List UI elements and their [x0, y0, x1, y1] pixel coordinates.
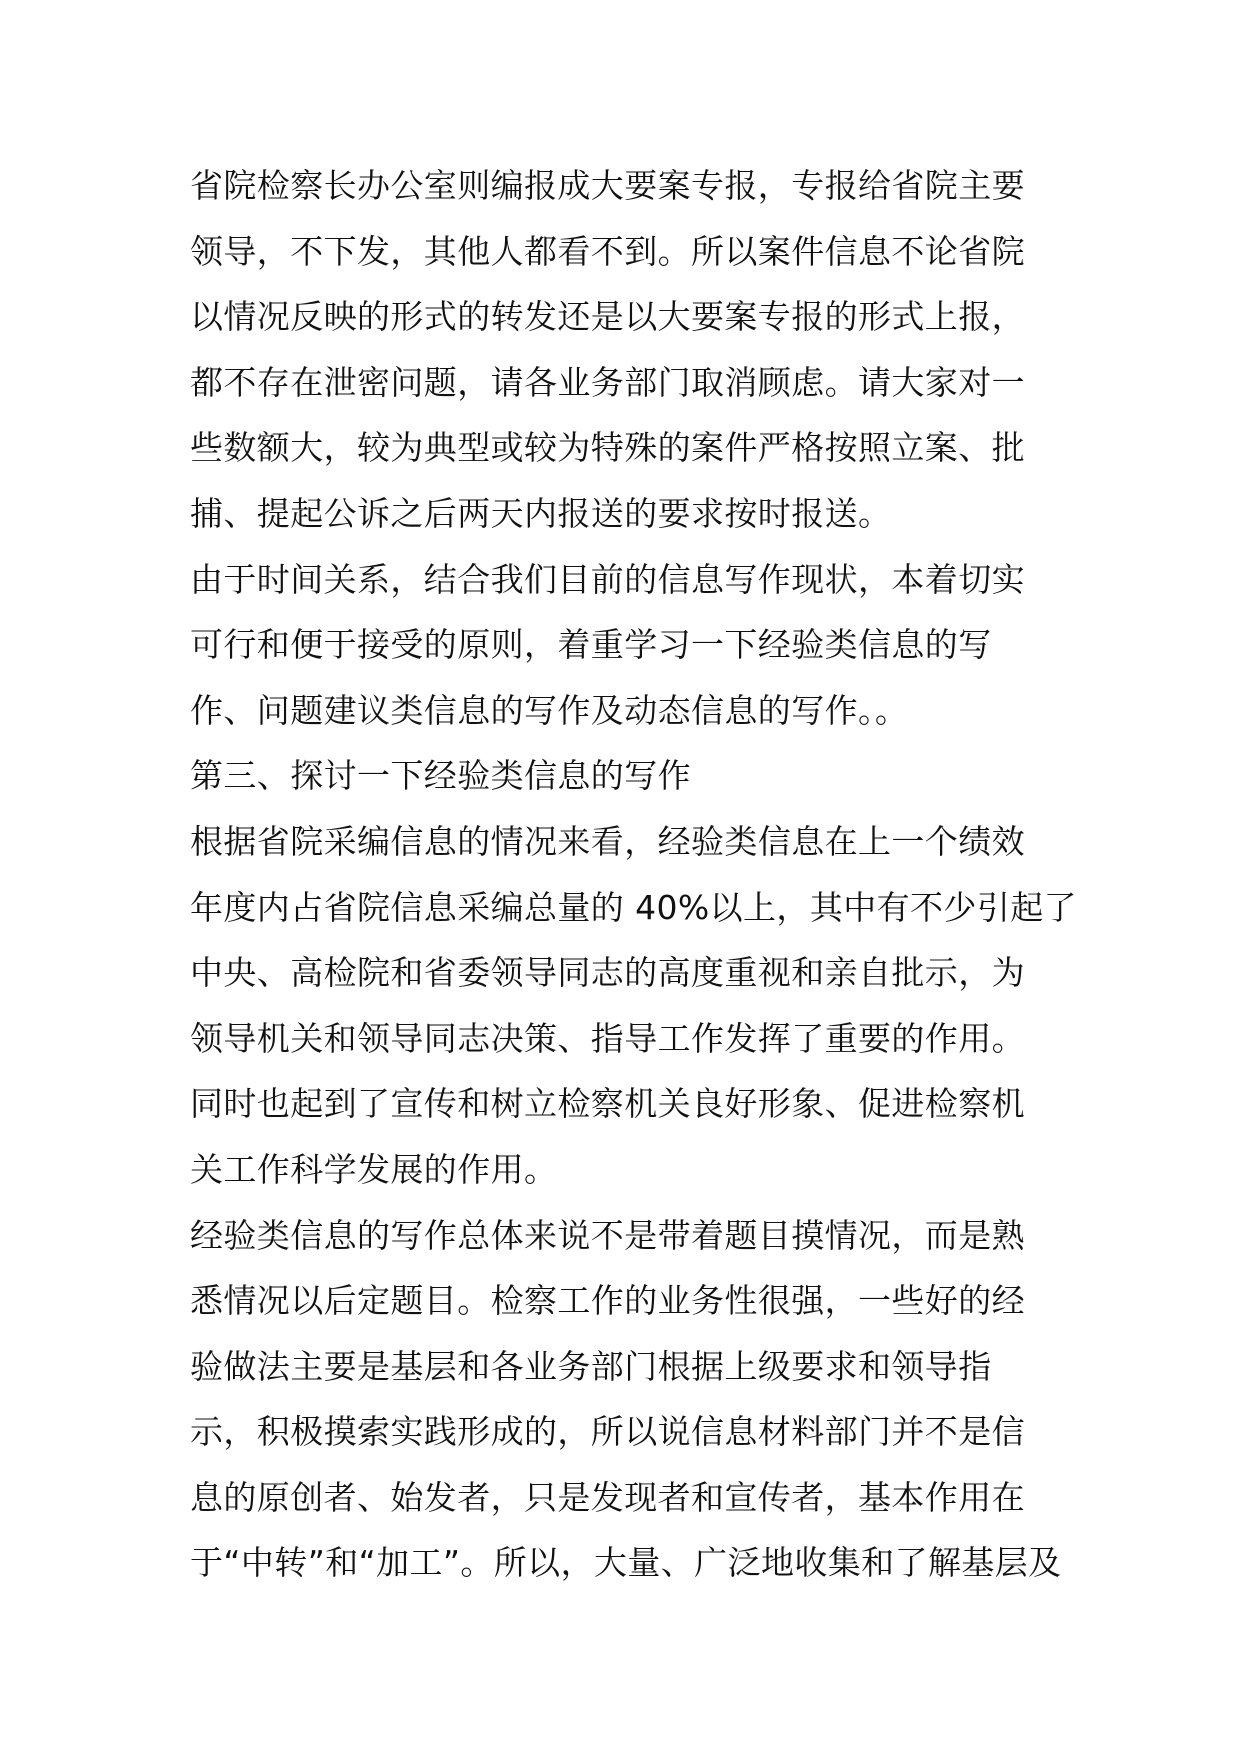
- text-line: 可行和便于接受的原则，着重学习一下经验类信息的写: [190, 625, 992, 665]
- text-line: 领导，不下发，其他人都看不到。所以案件信息不论省院: [190, 231, 1025, 271]
- text-line: 年度内占省院信息采编总量的 40%以上，其中有不少引起了: [190, 887, 1078, 927]
- text-line: 省院检察长办公室则编报成大要案专报，专报给省院主要: [190, 166, 1025, 205]
- text-line: 由于时间关系，结合我们目前的信息写作现状，本着切实: [190, 559, 1025, 599]
- text-line: 根据省院采编信息的情况来看，经验类信息在上一个绩效: [190, 821, 1025, 861]
- text-line: 领导机关和领导同志决策、指导工作发挥了重要的作用。: [190, 1018, 1025, 1058]
- text-line: 息的原创者、始发者，只是发现者和宣传者，基本作用在: [190, 1477, 1025, 1517]
- text-line: 中央、高检院和省委领导同志的高度重视和亲自批示，为: [190, 953, 1025, 993]
- text-line: 经验类信息的写作总体来说不是带着题目摸情况，而是熟: [190, 1215, 1025, 1255]
- text-line: 同时也起到了宣传和树立检察机关良好形象、促进检察机: [190, 1084, 1025, 1124]
- text-line: 悉情况以后定题目。检察工作的业务性很强，一些好的经: [190, 1281, 1025, 1321]
- section-heading: 第三、探讨一下经验类信息的写作: [190, 756, 691, 796]
- text-line: 作、问题建议类信息的写作及动态信息的写作。。: [190, 690, 909, 730]
- text-line: 些数额大，较为典型或较为特殊的案件严格按照立案、批: [190, 428, 1025, 468]
- text-line: 都不存在泄密问题，请各业务部门取消顾虑。请大家对一: [190, 362, 1025, 402]
- body-text: [190, 153, 1078, 1596]
- text-line: 验做法主要是基层和各业务部门根据上级要求和领导指: [190, 1346, 992, 1386]
- text-line: 关工作科学发展的作用。: [190, 1149, 558, 1189]
- text-line: 捕、提起公诉之后两天内报送的要求按时报送。: [190, 493, 892, 533]
- text-line: 以情况反映的形式的转发还是以大要案专报的形式上报，: [190, 297, 1025, 337]
- text-line: 于“中转”和“加工”。所以，大量、广泛地收集和了解基层及: [190, 1543, 1062, 1583]
- text-line: 示，积极摸索实践形成的，所以说信息材料部门并不是信: [190, 1412, 1025, 1452]
